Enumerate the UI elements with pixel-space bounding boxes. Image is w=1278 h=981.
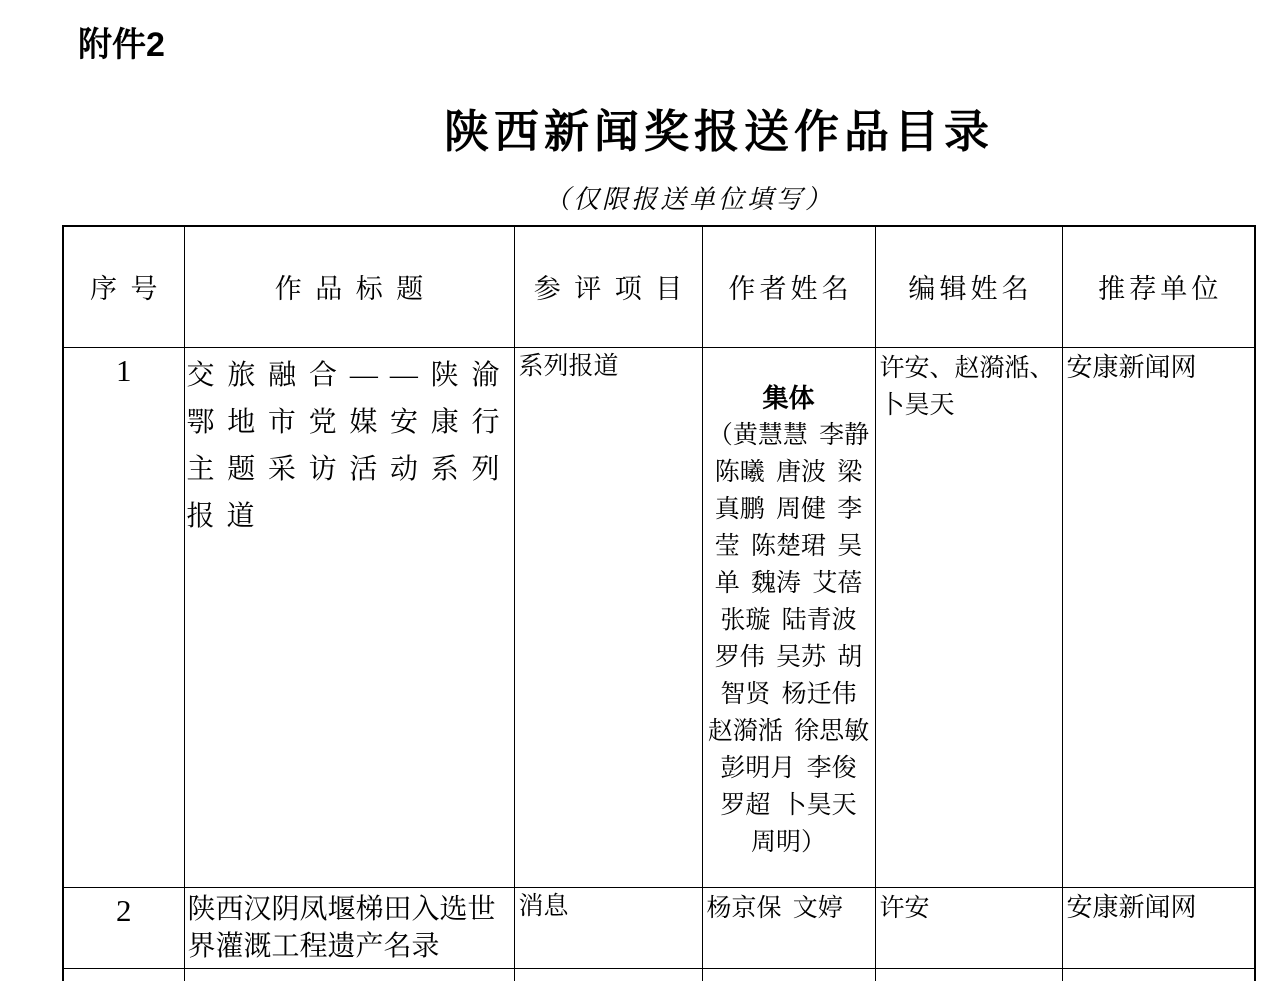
cell-serial bbox=[63, 968, 184, 981]
col-header-unit: 推荐单位 bbox=[1062, 226, 1255, 347]
cell-serial: 1 bbox=[63, 347, 184, 887]
cell-editors: 许安、赵漪湉、卜昊天 bbox=[875, 347, 1062, 887]
cell-authors: 杨京保 文婷 bbox=[702, 887, 875, 968]
works-table bbox=[62, 225, 1256, 981]
page-title: 陕西新闻奖报送作品目录 bbox=[443, 107, 994, 157]
col-header-title: 作品标题 bbox=[184, 226, 514, 347]
cell-category bbox=[514, 968, 702, 981]
col-header-authors: 作者姓名 bbox=[702, 226, 875, 347]
page-subtitle: （仅限报送单位填写） bbox=[543, 185, 834, 214]
col-header-serial: 序号 bbox=[63, 226, 184, 347]
table-row-1 bbox=[63, 347, 1255, 887]
cell-editors: 许安 bbox=[875, 887, 1062, 968]
cell-authors bbox=[702, 968, 875, 981]
cell-editors bbox=[875, 968, 1062, 981]
table-row-3-partial bbox=[63, 968, 1255, 981]
cell-unit bbox=[1062, 968, 1255, 981]
cell-title bbox=[184, 968, 514, 981]
table-row-2 bbox=[63, 887, 1255, 968]
col-header-editors: 编辑姓名 bbox=[875, 226, 1062, 347]
cell-category: 消息 bbox=[514, 887, 702, 968]
cell-unit: 安康新闻网 bbox=[1062, 887, 1255, 968]
authors-group-label: 集体 bbox=[762, 383, 815, 413]
cell-category: 系列报道 bbox=[514, 347, 702, 887]
cell-title: 交旅融合——陕渝鄂地市党媒安康行主题采访活动系列报道 bbox=[184, 347, 514, 887]
table-header-row bbox=[63, 226, 1255, 347]
authors-name-list: （黄慧慧 李静 陈曦 唐波 梁真鹏 周健 李莹 陈楚珺 吴单 魏涛 艾蓓 张璇 陆青波 罗伟 吴苏 胡智贤 杨迁伟 赵漪湉 徐思敏 彭明月 李俊 罗超 卜昊天 周明） bbox=[707, 421, 870, 856]
cell-title: 陕西汉阴凤堰梯田入选世界灌溉工程遗产名录 bbox=[184, 887, 514, 968]
attachment-label: 附件2 bbox=[78, 26, 165, 64]
cell-unit: 安康新闻网 bbox=[1062, 347, 1255, 887]
cell-authors bbox=[702, 347, 875, 887]
col-header-category: 参评项目 bbox=[514, 226, 702, 347]
cell-serial: 2 bbox=[63, 887, 184, 968]
